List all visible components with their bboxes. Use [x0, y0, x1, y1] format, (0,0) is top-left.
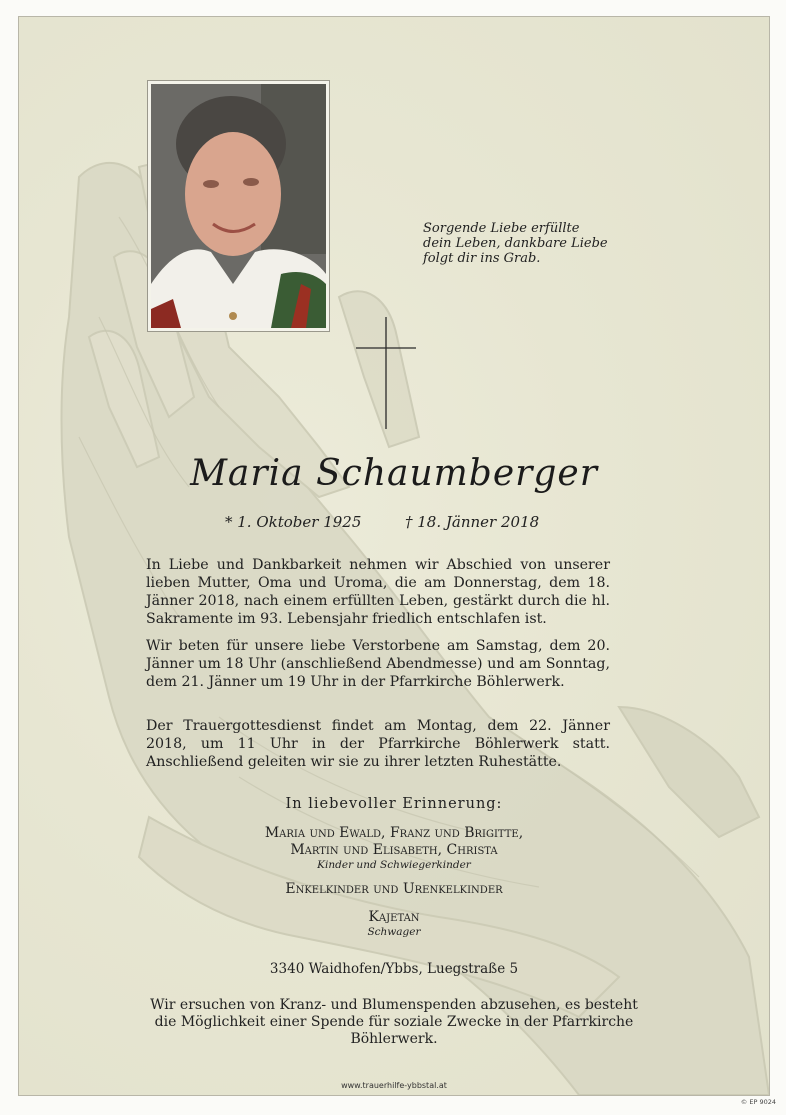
deceased-name: Maria Schaumberger: [190, 453, 598, 494]
quote-line: Sorgende Liebe erfüllte: [423, 221, 580, 236]
portrait-photo: [151, 84, 326, 328]
birth-date: * 1. Oktober 1925: [225, 513, 362, 531]
memory-title: In liebevoller Erinnerung:: [285, 796, 503, 812]
funeral-paragraph: Der Trauergottesdienst findet am Montag, dem 22. Jänner 2018, um 11 Uhr in der Pfarrkirche Böhlerwerk statt. Anschließend geleiten wir sie zu ihrer letzten Ruhestätte.: [146, 718, 610, 770]
closing-note: [19, 997, 769, 1048]
memorial-quote: [423, 221, 643, 266]
grandchildren-block: [19, 881, 769, 898]
brother-in-law-role: Schwager: [367, 926, 421, 938]
quote-line: folgt dir ins Grab.: [423, 251, 541, 266]
closing-line: Wir ersuchen von Kranz- und Blumenspenden abzusehen, es besteht: [150, 997, 638, 1013]
grandchildren-line: Enkelkinder und Urenkelkinder: [285, 881, 503, 897]
children-block: [19, 825, 769, 872]
brother-in-law-name: Kajetan: [368, 909, 420, 925]
children-line: Martin und Elisabeth, Christa: [290, 842, 498, 858]
closing-line: Böhlerwerk.: [350, 1031, 438, 1047]
announcement-paragraph: In Liebe und Dankbarkeit nehmen wir Abschied von unserer lieben Mutter, Oma und Uroma, die am Donnerstag, dem 18. Jänner 2018, nach einem erfüllten Leben, gestärkt durch die hl. Sakramente im 93. Lebensjahr friedlich entschlafen ist.: [146, 557, 610, 627]
website-link[interactable]: www.trauerhilfe-ybbstal.at: [341, 1081, 447, 1090]
death-date: † 18. Jänner 2018: [405, 513, 540, 531]
print-code: © EP 9024: [740, 1098, 776, 1106]
cross-icon: [356, 317, 416, 429]
prayer-paragraph: Wir beten für unsere liebe Verstorbene am Samstag, dem 20. Jänner um 18 Uhr (anschließend Abendmesse) und am Sonntag, dem 21. Jänner um 19 Uhr in der Pfarrkirche Böhlerwerk.: [146, 638, 610, 690]
children-role: Kinder und Schwiegerkinder: [317, 859, 471, 871]
closing-line: die Möglichkeit einer Spende für soziale Zwecke in der Pfarrkirche: [154, 1014, 634, 1030]
obituary-sheet: [18, 16, 770, 1096]
brother-in-law-block: [19, 909, 769, 939]
children-line: Maria und Ewald, Franz und Brigitte,: [264, 825, 524, 841]
portrait-photo-frame: [147, 80, 330, 332]
quote-line: dein Leben, dankbare Liebe: [423, 236, 608, 251]
address: 3340 Waidhofen/Ybbs, Luegstraße 5: [269, 961, 519, 977]
